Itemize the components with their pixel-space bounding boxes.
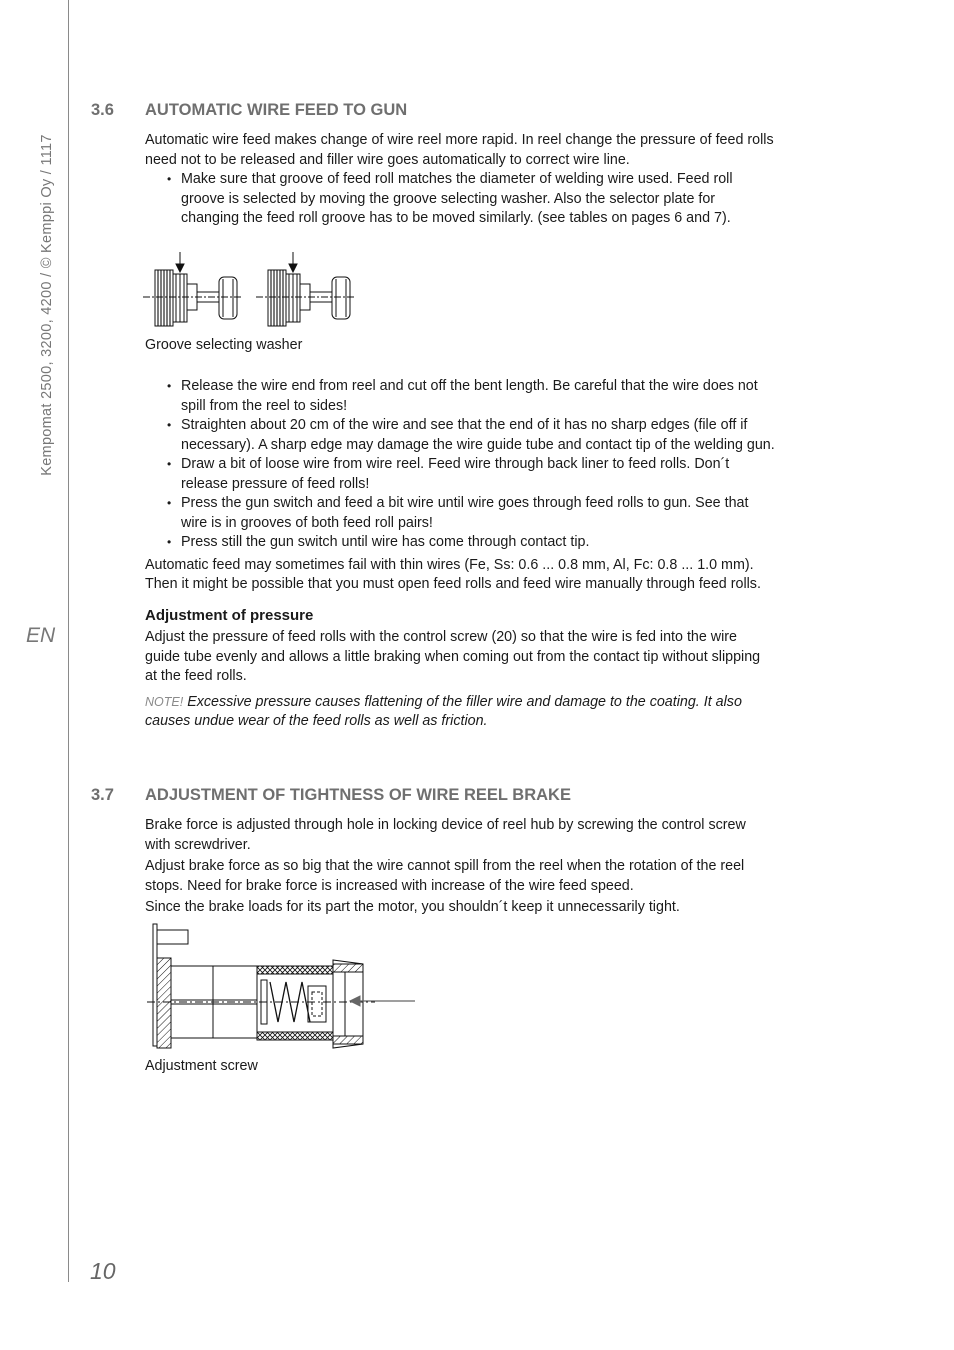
section-number: 3.7 xyxy=(91,786,114,804)
intro-paragraph: Automatic wire feed makes change of wire reel more rapid. In reel change the pressure of feed rolls need not to be released and filler wire goes automatically to correct wire line. xyxy=(145,132,774,168)
section-title: AUTOMATIC WIRE FEED TO GUN xyxy=(145,101,408,119)
bullet-list-first xyxy=(145,170,775,229)
note-label: NOTE! xyxy=(145,694,184,709)
section-3-6-body xyxy=(145,377,775,732)
list-item: • Draw a bit of loose wire from wire reel. Feed wire through back liner to feed rolls. Don´t release pressure of feed rolls! xyxy=(145,455,775,494)
note-paragraph xyxy=(145,693,775,732)
subheading-adjustment-of-pressure: Adjustment of pressure xyxy=(145,606,314,624)
pressure-paragraph: Adjust the pressure of feed rolls with the control screw (20) so that the wire is fed into the wire guide tube evenly and allows a little braking when coming out from the contact tip without slipping at the feed rolls. xyxy=(145,629,761,684)
feed-roll-assembly-left xyxy=(143,252,243,326)
section-3-7-heading xyxy=(91,786,571,805)
brake-paragraph-2: Adjust brake force as so big that the wire cannot spill from the reel when the rotation of the reel stops. Need for brake force is increased with increase of the wire feed speed. xyxy=(145,858,745,894)
note-text: Excessive pressure causes flattening of the filler wire and damage to the coating. It also causes undue wear of the feed rolls as well as friction. xyxy=(145,693,742,729)
section-3-6-heading xyxy=(91,101,407,120)
list-item: • Press still the gun switch until wire has come through contact tip. xyxy=(145,533,775,553)
bullet-list-steps xyxy=(145,377,775,553)
sidebar-divider xyxy=(68,0,69,1282)
section-3-7-body xyxy=(145,816,775,918)
language-label: EN xyxy=(26,624,56,647)
groove-washer-figure xyxy=(143,250,358,332)
list-item: • Straighten about 20 cm of the wire and see that the end of it has no sharp edges (file off if necessary). A sharp edge may damage the wire guide tube and contact tip of the welding gun. xyxy=(145,416,775,455)
feed-roll-assembly-right xyxy=(256,252,356,326)
list-item: • Make sure that groove of feed roll matches the diameter of welding wire used. Feed roll groove is selected by moving the groove selecting washer. Also the selector plate for changing the feed roll groove has to be moved similarly. (see tables on pages 6 and 7). xyxy=(145,170,775,229)
page-number: 10 xyxy=(90,1258,116,1284)
section-3-6-intro-block xyxy=(145,131,775,229)
reel-brake-figure xyxy=(145,920,420,1052)
figure-caption-adjustment-screw: Adjustment screw xyxy=(145,1058,258,1074)
brake-paragraph-1: Brake force is adjusted through hole in locking device of reel hub by screwing the control screw with screwdriver. xyxy=(145,817,746,853)
figure-caption-groove-washer: Groove selecting washer xyxy=(145,337,303,353)
list-item: • Release the wire end from reel and cut off the bent length. Be careful that the wire does not spill from the reel to sides! xyxy=(145,377,775,416)
section-title: ADJUSTMENT OF TIGHTNESS OF WIRE REEL BRAKE xyxy=(145,786,571,804)
thin-wire-paragraph: Automatic feed may sometimes fail with thin wires (Fe, Ss: 0.6 ... 0.8 mm, Al, Fc: 0.8 ... 1.0 mm). Then it might be possible that you must open feed rolls and feed wire manually through feed rolls. xyxy=(145,556,761,592)
list-item: • Press the gun switch and feed a bit wire until wire goes through feed rolls to gun. See that wire is in grooves of both feed roll pairs! xyxy=(145,494,775,533)
sidebar-document-info: Kempomat 2500, 3200, 4200 / © Kemppi Oy / 1117 xyxy=(39,134,55,476)
brake-paragraph-3: Since the brake loads for its part the motor, you shouldn´t keep it unnecessarily tight. xyxy=(145,899,680,915)
section-number: 3.6 xyxy=(91,101,114,119)
